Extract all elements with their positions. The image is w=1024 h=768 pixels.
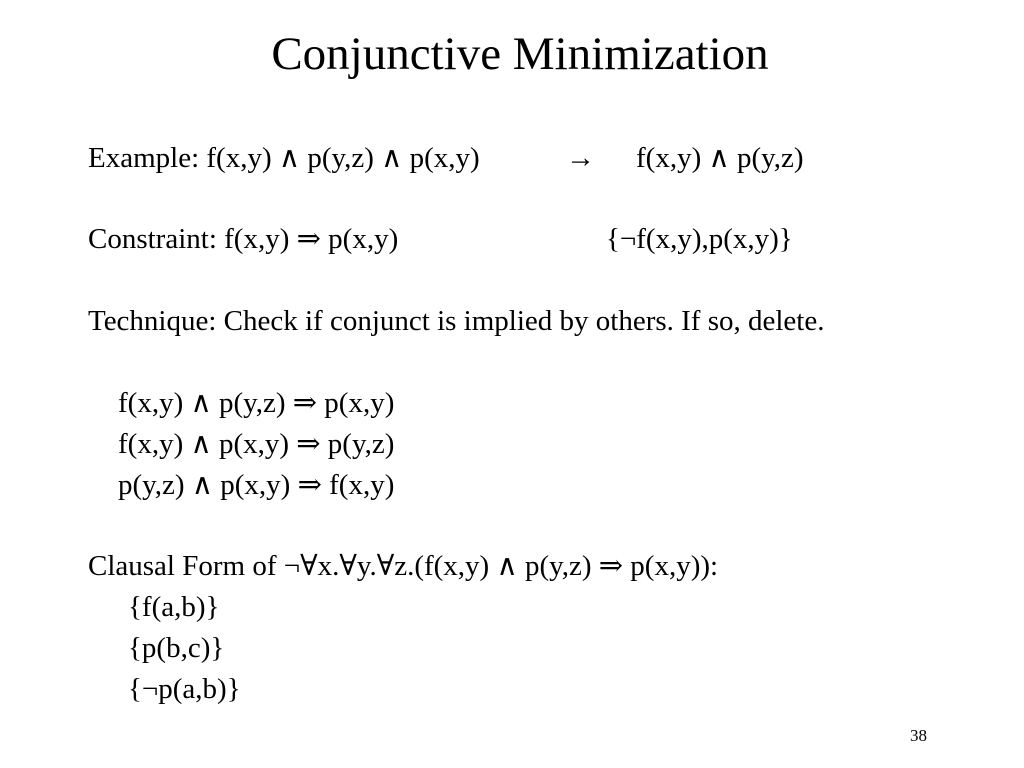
- implication-3: p(y,z) ∧ p(x,y) ⇒ f(x,y): [118, 469, 395, 501]
- page-number: 38: [910, 726, 927, 745]
- example-result: f(x,y) ∧ p(y,z): [636, 142, 804, 174]
- slide-title: Conjunctive Minimization: [271, 28, 769, 80]
- clausal-form-heading: Clausal Form of ¬∀x.∀y.∀z.(f(x,y) ∧ p(y,z) ⇒ p(x,y)):: [88, 550, 719, 582]
- clause-3: {¬p(a,b)}: [128, 673, 241, 705]
- constraint-clause: {¬f(x,y),p(x,y)}: [606, 223, 793, 255]
- technique-text: Technique: Check if conjunct is implied by others. If so, delete.: [88, 305, 825, 337]
- rewrite-arrow: →: [566, 142, 595, 174]
- clause-1: {f(a,b)}: [128, 591, 220, 623]
- implication-2: f(x,y) ∧ p(x,y) ⇒ p(y,z): [118, 428, 395, 460]
- clause-2: {p(b,c)}: [128, 632, 225, 664]
- example-expression: Example: f(x,y) ∧ p(y,z) ∧ p(x,y): [88, 142, 480, 174]
- constraint-expression: Constraint: f(x,y) ⇒ p(x,y): [88, 223, 399, 255]
- implication-1: f(x,y) ∧ p(y,z) ⇒ p(x,y): [118, 387, 395, 419]
